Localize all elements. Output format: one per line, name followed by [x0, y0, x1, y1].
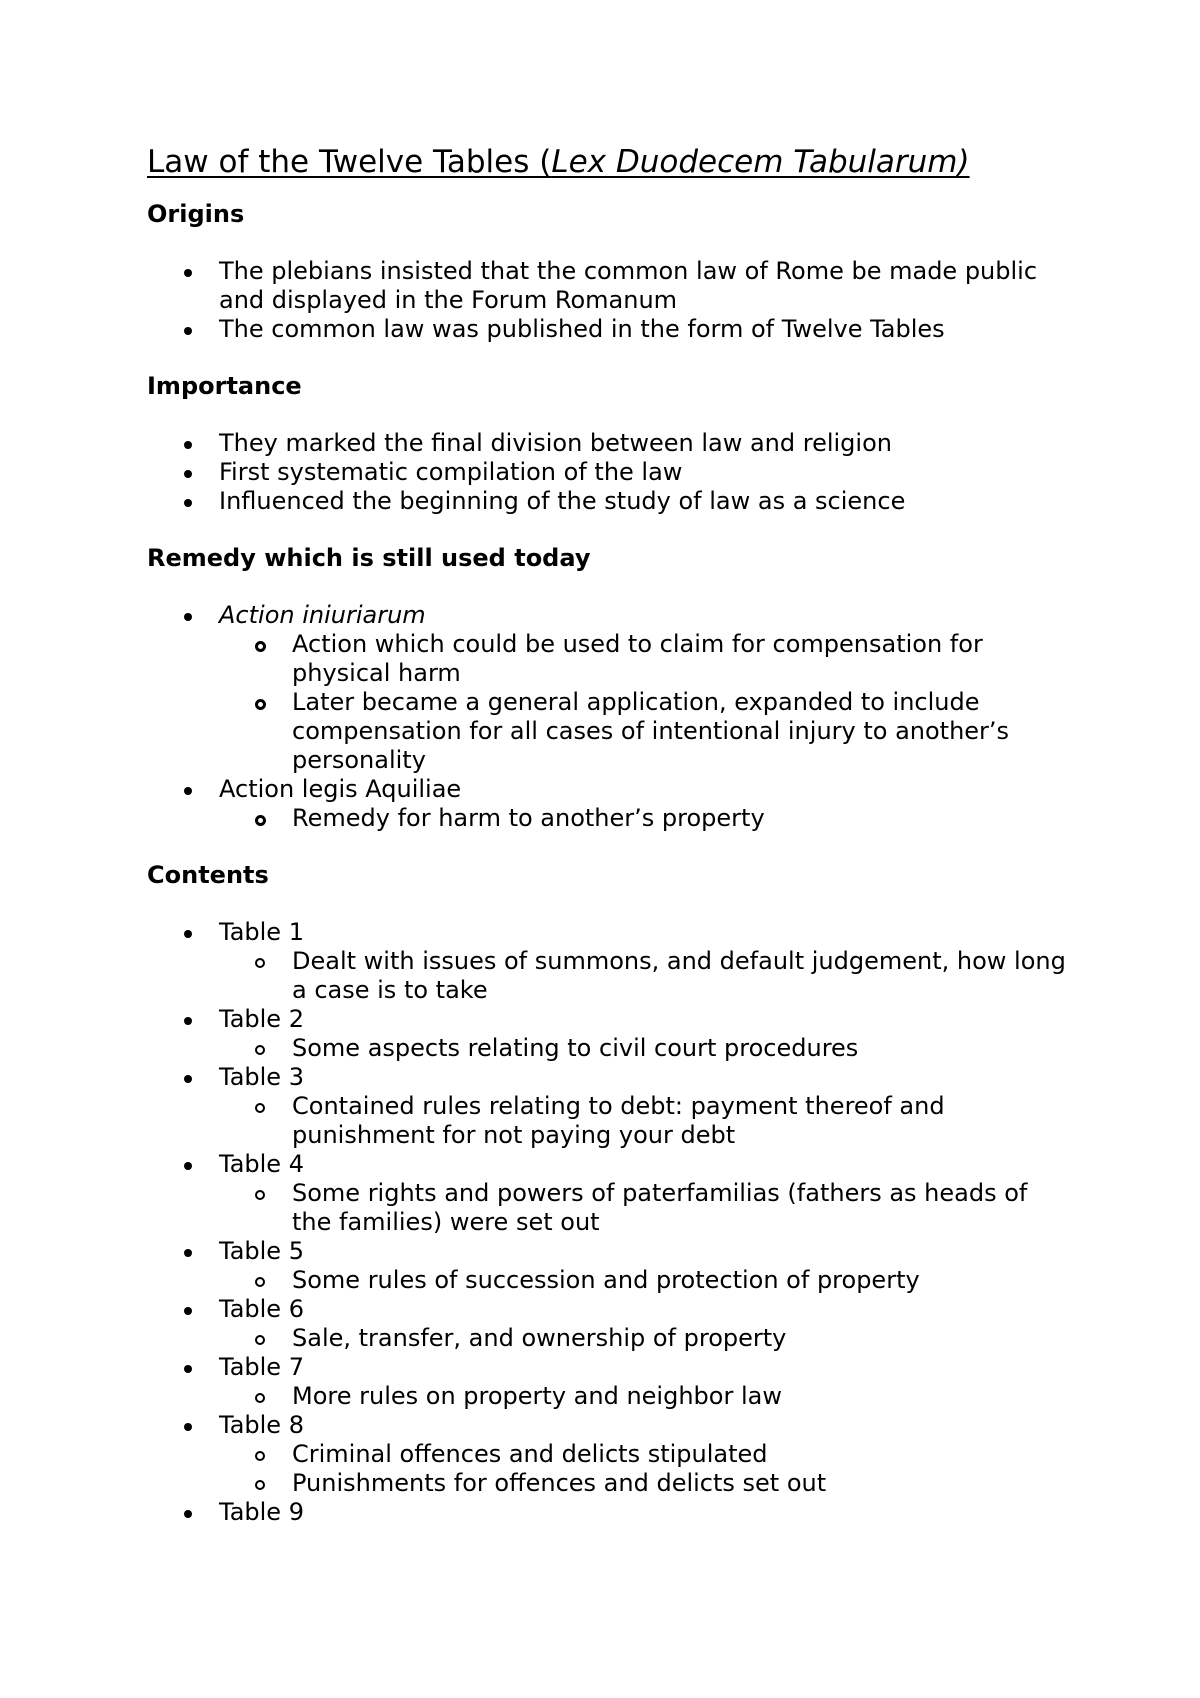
list-item-text: Table 4: [219, 1150, 304, 1178]
list-item-text: Table 7: [219, 1353, 304, 1381]
sub-list: [219, 947, 1067, 1005]
sub-list-item-text: Sale, transfer, and ownership of property: [292, 1324, 787, 1352]
bullet-icon: [184, 1510, 192, 1518]
sub-list: [219, 1034, 1067, 1063]
list-item-text: Table 5: [219, 1237, 304, 1265]
list-item-text: The common law was published in the form of Twelve Tables: [219, 315, 945, 343]
circle-bullet-icon: [255, 1480, 265, 1490]
bullet-icon: [184, 1017, 192, 1025]
sub-list-item-text: Criminal offences and delicts stipulated: [292, 1440, 768, 1468]
list-item-text: Table 8: [219, 1411, 304, 1439]
bullet-icon: [184, 1307, 192, 1315]
list-item: [147, 775, 1067, 833]
bullet-icon: [184, 1249, 192, 1257]
sub-list-item-text: More rules on property and neighbor law: [292, 1382, 782, 1410]
list-item: [147, 458, 1067, 487]
list-item: [147, 918, 1067, 1005]
list-item: [147, 257, 1067, 315]
list-item-text: Action legis Aquiliae: [219, 775, 462, 803]
circle-bullet-icon: [255, 1103, 265, 1113]
sub-list-item: [219, 1092, 1067, 1150]
circle-bullet-icon: [255, 1277, 265, 1287]
bullet-icon: [184, 787, 192, 795]
sub-list: [219, 1324, 1067, 1353]
list-item: [147, 1005, 1067, 1063]
sub-list: [219, 1179, 1067, 1237]
bullet-icon: [184, 1075, 192, 1083]
sub-list-item: [219, 1469, 1067, 1498]
sub-list-item: [219, 1034, 1067, 1063]
list-item: [147, 487, 1067, 516]
list-item: [147, 1150, 1067, 1237]
bullet-icon: [184, 1162, 192, 1170]
sub-list-item: [219, 1440, 1067, 1469]
section-heading-contents: Contents: [147, 861, 269, 889]
contents-list: [147, 918, 1067, 1527]
bullet-icon: [184, 613, 192, 621]
list-item: [147, 1353, 1067, 1411]
list-item: [147, 1295, 1067, 1353]
list-item: [147, 429, 1067, 458]
circle-bullet-icon: [255, 1335, 265, 1345]
list-item: [147, 1063, 1067, 1150]
list-item-text: Table 2: [219, 1005, 304, 1033]
circle-bullet-icon: [255, 1190, 265, 1200]
bullet-icon: [184, 1365, 192, 1373]
list-item-text: Table 1: [219, 918, 304, 946]
section-heading-origins: Origins: [147, 200, 245, 228]
sub-list-item: [219, 1382, 1067, 1411]
bullet-icon: [184, 470, 192, 478]
bullet-icon: [184, 930, 192, 938]
sub-list: [219, 1092, 1067, 1150]
sub-list-item: [219, 947, 1067, 1005]
title-main: Law of the Twelve Tables (: [147, 144, 552, 180]
sub-list-item-text: Later became a general application, expanded to include compensation for all cases of intentional injury to another’s personality: [292, 688, 1010, 774]
bullet-icon: [184, 441, 192, 449]
document-title: [147, 142, 1067, 182]
circle-bullet-icon: [255, 699, 266, 710]
sub-list-item-text: Some aspects relating to civil court procedures: [292, 1034, 859, 1062]
sub-list-item: [219, 1324, 1067, 1353]
sub-list-item: [219, 804, 1067, 833]
list-item: [147, 1411, 1067, 1498]
list-item: [147, 1237, 1067, 1295]
circle-bullet-icon: [255, 958, 265, 968]
bullet-icon: [184, 269, 192, 277]
sub-list: [219, 804, 1067, 833]
circle-bullet-icon: [255, 641, 266, 652]
sub-list-item: [219, 630, 1067, 688]
list-item-text: Table 6: [219, 1295, 304, 1323]
list-item-text: Table 3: [219, 1063, 304, 1091]
sub-list-item-text: Dealt with issues of summons, and default judgement, how long a case is to take: [292, 947, 1066, 1004]
list-item-text: First systematic compilation of the law: [219, 458, 683, 486]
bullet-icon: [184, 1423, 192, 1431]
sub-list: [219, 1382, 1067, 1411]
sub-list: [219, 1266, 1067, 1295]
list-item: [147, 1498, 1067, 1527]
sub-list: [219, 630, 1067, 775]
sub-list-item: [219, 688, 1067, 775]
list-item-text: They marked the final division between law and religion: [219, 429, 892, 457]
circle-bullet-icon: [255, 1045, 265, 1055]
list-item-text: The plebians insisted that the common law of Rome be made public and displayed in the Forum Romanum: [219, 257, 1038, 314]
list-item-text: Action iniuriarum: [219, 601, 426, 629]
circle-bullet-icon: [255, 1451, 265, 1461]
circle-bullet-icon: [255, 1393, 265, 1403]
sub-list: [219, 1440, 1067, 1498]
sub-list-item-text: Remedy for harm to another’s property: [292, 804, 765, 832]
bullet-icon: [184, 327, 192, 335]
sub-list-item-text: Contained rules relating to debt: payment thereof and punishment for not paying your debt: [292, 1092, 945, 1149]
remedy-list: [147, 601, 1067, 833]
sub-list-item-text: Some rules of succession and protection of property: [292, 1266, 920, 1294]
list-item-text: Table 9: [219, 1498, 304, 1526]
sub-list-item-text: Action which could be used to claim for compensation for physical harm: [292, 630, 983, 687]
section-heading-remedy: Remedy which is still used today: [147, 544, 591, 572]
bullet-icon: [184, 499, 192, 507]
section-heading-importance: Importance: [147, 372, 302, 400]
title-latin: Lex Duodecem Tabularum): [551, 144, 970, 180]
importance-list: [147, 429, 1067, 516]
sub-list-item-text: Some rights and powers of paterfamilias (fathers as heads of the families) were set out: [292, 1179, 1028, 1236]
document-body: [147, 142, 1067, 1527]
circle-bullet-icon: [255, 815, 266, 826]
list-item: [147, 601, 1067, 775]
sub-list-item: [219, 1179, 1067, 1237]
list-item-text: Influenced the beginning of the study of law as a science: [219, 487, 906, 515]
sub-list-item-text: Punishments for offences and delicts set out: [292, 1469, 827, 1497]
list-item: [147, 315, 1067, 344]
origins-list: [147, 257, 1067, 344]
sub-list-item: [219, 1266, 1067, 1295]
